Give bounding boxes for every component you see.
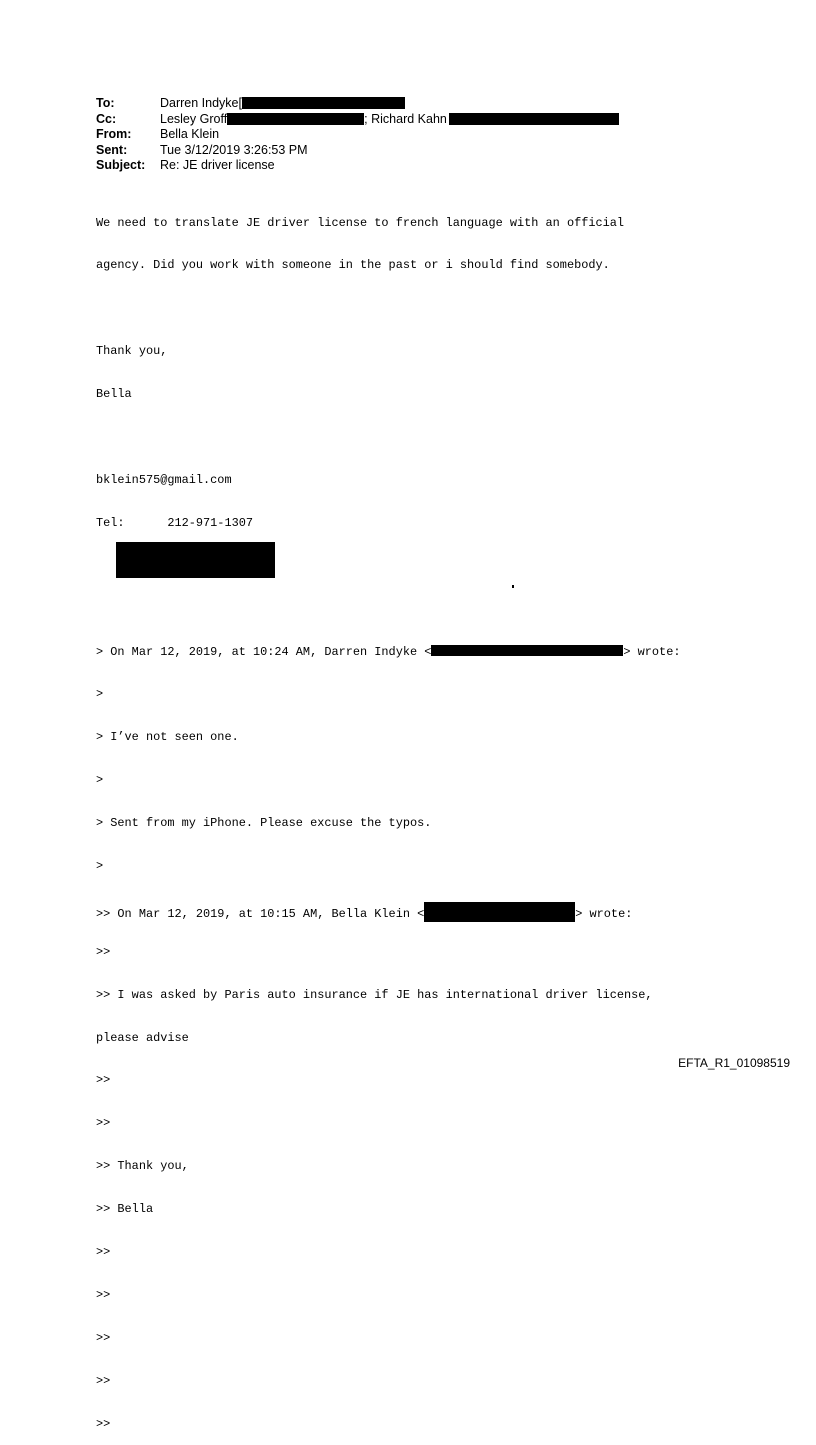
redaction-bar bbox=[431, 645, 623, 656]
quote-line: > bbox=[96, 858, 104, 873]
quote-line: > bbox=[96, 687, 104, 702]
redaction-bar bbox=[449, 113, 619, 125]
cc-name-2: ; Richard Kahn bbox=[364, 111, 447, 126]
subject-value: Re: JE driver license bbox=[160, 158, 275, 172]
quote-line: > bbox=[96, 773, 104, 788]
body-line: Bella bbox=[96, 387, 132, 402]
quote-line: >> bbox=[96, 1287, 111, 1302]
sent-label: Sent: bbox=[96, 142, 128, 157]
from-label: From: bbox=[96, 127, 132, 141]
cc-label: Cc: bbox=[96, 111, 117, 126]
quote-line: >> I was asked by Paris auto insurance if JE has international driver license, bbox=[96, 987, 653, 1002]
email-body bbox=[96, 187, 680, 1445]
body-line: agency. Did you work with someone in the past or i should find somebody. bbox=[96, 258, 610, 273]
cc-name-1: Lesley Groff bbox=[160, 111, 228, 126]
cc-value bbox=[160, 112, 619, 128]
from-value: Bella Klein bbox=[160, 127, 220, 141]
email-address: bklein575@gmail.com bbox=[96, 472, 232, 487]
scan-speck bbox=[512, 585, 514, 588]
blank-line bbox=[96, 301, 680, 315]
document-id: EFTA_R1_01098519 bbox=[678, 1056, 790, 1070]
quote-text: > On Mar 12, 2019, at 10:24 AM, Darren Indyke < bbox=[96, 644, 432, 659]
sent-value: Tue 3/12/2019 3:26:53 PM bbox=[160, 142, 308, 157]
quote-line: > Sent from my iPhone. Please excuse the typos. bbox=[96, 816, 432, 831]
quote-text: > wrote: bbox=[575, 906, 633, 921]
to-value bbox=[160, 96, 405, 112]
to-name: Darren Indyke[ bbox=[160, 96, 242, 110]
body-line: Thank you, bbox=[96, 344, 168, 359]
to-label: To: bbox=[96, 96, 115, 110]
subject-label: Subject: bbox=[96, 158, 146, 172]
redaction-bar bbox=[242, 97, 405, 109]
quote-line bbox=[96, 902, 680, 921]
quote-line: >> bbox=[96, 1073, 111, 1088]
quote-line: >> bbox=[96, 1244, 111, 1259]
redaction-bar bbox=[424, 902, 575, 922]
quote-line: >> bbox=[96, 1330, 111, 1345]
quote-line: >> bbox=[96, 1373, 111, 1388]
body-line: We need to translate JE driver license to french language with an official bbox=[96, 215, 625, 230]
quote-line: please advise bbox=[96, 1030, 189, 1045]
quote-line: >> Bella bbox=[96, 1202, 154, 1217]
quote-text: >> On Mar 12, 2019, at 10:15 AM, Bella Klein < bbox=[96, 906, 425, 921]
blank-line bbox=[96, 430, 680, 444]
blank-line bbox=[96, 602, 680, 616]
quote-line: >> bbox=[96, 1116, 111, 1131]
quote-line: >> Thank you, bbox=[96, 1159, 189, 1174]
phone-line: Tel: 212-971-1307 bbox=[96, 515, 253, 530]
quote-text: > wrote: bbox=[623, 644, 681, 659]
quote-line: > I’ve not seen one. bbox=[96, 730, 239, 745]
quote-line: >> bbox=[96, 1416, 111, 1431]
quote-line bbox=[96, 645, 680, 659]
redaction-block bbox=[116, 542, 275, 578]
quote-line: >> bbox=[96, 944, 111, 959]
redaction-bar bbox=[227, 113, 364, 125]
